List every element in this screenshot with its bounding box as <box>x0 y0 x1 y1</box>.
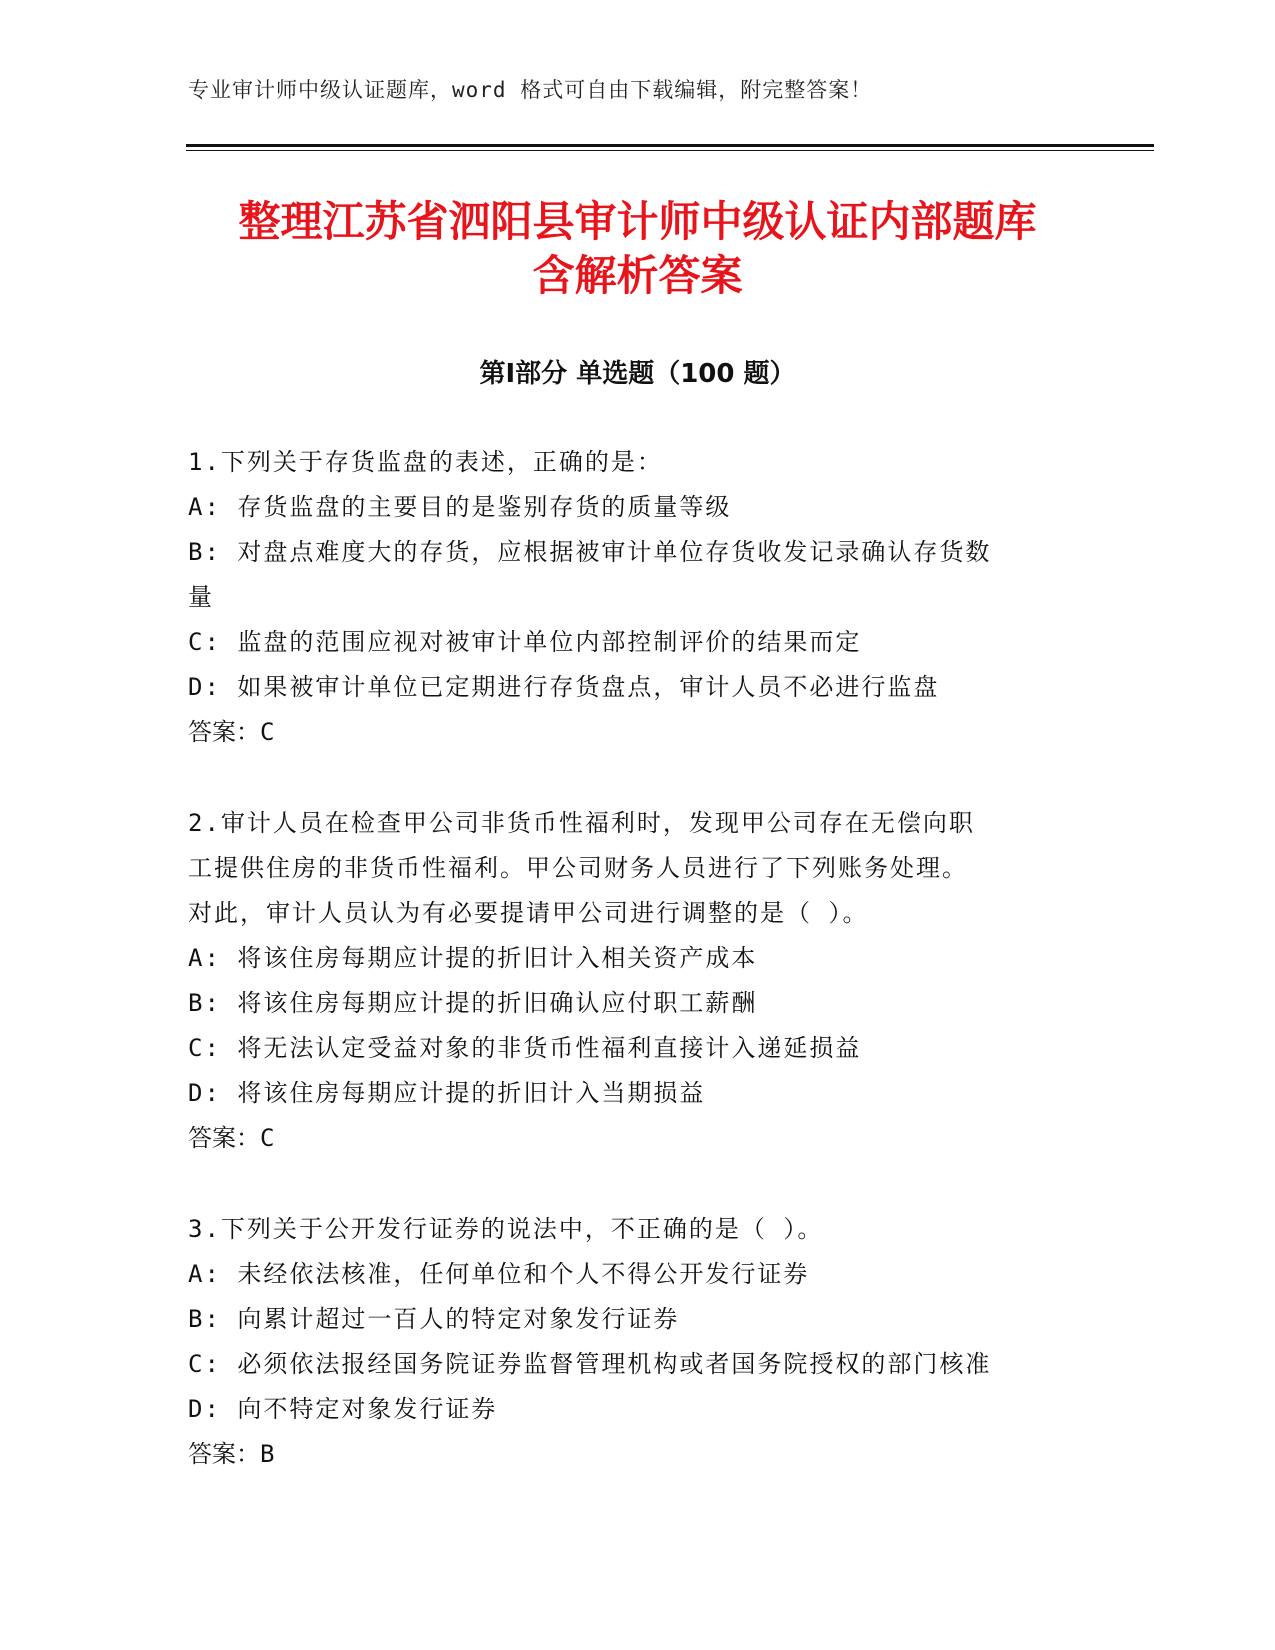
question-stem: 工提供住房的非货币性福利。甲公司财务人员进行了下列账务处理。 <box>188 854 968 882</box>
answer-value: C <box>260 1124 275 1152</box>
answer-option: 量 <box>188 583 214 611</box>
answer-line <box>188 710 1068 755</box>
question-stem: 2.审计人员在检查甲公司非货币性福利时，发现甲公司存在无偿向职 <box>188 809 975 837</box>
answer-option: D: 将该住房每期应计提的折旧计入当期损益 <box>188 1079 706 1107</box>
answer-option: D: 向不特定对象发行证券 <box>188 1395 498 1423</box>
answer-option: B: 向累计超过一百人的特定对象发行证券 <box>188 1305 680 1333</box>
answer-option: A: 未经依法核准，任何单位和个人不得公开发行证券 <box>188 1260 810 1288</box>
document-title-line-2: 含解析答案 <box>532 251 743 300</box>
answer-line <box>188 1432 1068 1477</box>
question-stem: 1.下列关于存货监盘的表述，正确的是： <box>188 448 663 476</box>
answer-value: C <box>260 718 275 746</box>
question-stem: 对此，审计人员认为有必要提请甲公司进行调整的是（ ）。 <box>188 899 869 927</box>
section-title: 第Ⅰ部分 单选题（100 题） <box>479 359 796 389</box>
header-rule-thick <box>186 144 1154 147</box>
answer-value: B <box>260 1440 275 1468</box>
document-title-line-1: 整理江苏省泗阳县审计师中级认证内部题库 <box>238 197 1037 246</box>
answer-option: D: 如果被审计单位已定期进行存货盘点，审计人员不必进行监盘 <box>188 673 940 701</box>
answer-label: 答案： <box>188 718 260 746</box>
question-list <box>188 440 1068 1523</box>
answer-label: 答案： <box>188 1440 260 1468</box>
document-title <box>150 195 1125 303</box>
answer-option: B: 将该住房每期应计提的折旧确认应付职工薪酬 <box>188 989 758 1017</box>
answer-option: C: 监盘的范围应视对被审计单位内部控制评价的结果而定 <box>188 628 862 656</box>
answer-label: 答案： <box>188 1124 260 1152</box>
question-block <box>188 801 1068 1161</box>
question-block <box>188 440 1068 755</box>
question-stem: 3.下列关于公开发行证券的说法中，不正确的是（ ）。 <box>188 1215 824 1243</box>
answer-option: B: 对盘点难度大的存货，应根据被审计单位存货收发记录确认存货数 <box>188 538 992 566</box>
answer-option: C: 必须依法报经国务院证券监督管理机构或者国务院授权的部门核准 <box>188 1350 992 1378</box>
answer-option: A: 将该住房每期应计提的折旧计入相关资产成本 <box>188 944 758 972</box>
answer-line <box>188 1116 1068 1161</box>
question-block <box>188 1207 1068 1477</box>
header-rule-thin <box>186 150 1154 151</box>
answer-option: C: 将无法认定受益对象的非货币性福利直接计入递延损益 <box>188 1034 862 1062</box>
header-note: 专业审计师中级认证题库，word 格式可自由下载编辑，附完整答案！ <box>188 78 873 102</box>
answer-option: A: 存货监盘的主要目的是鉴别存货的质量等级 <box>188 493 732 521</box>
